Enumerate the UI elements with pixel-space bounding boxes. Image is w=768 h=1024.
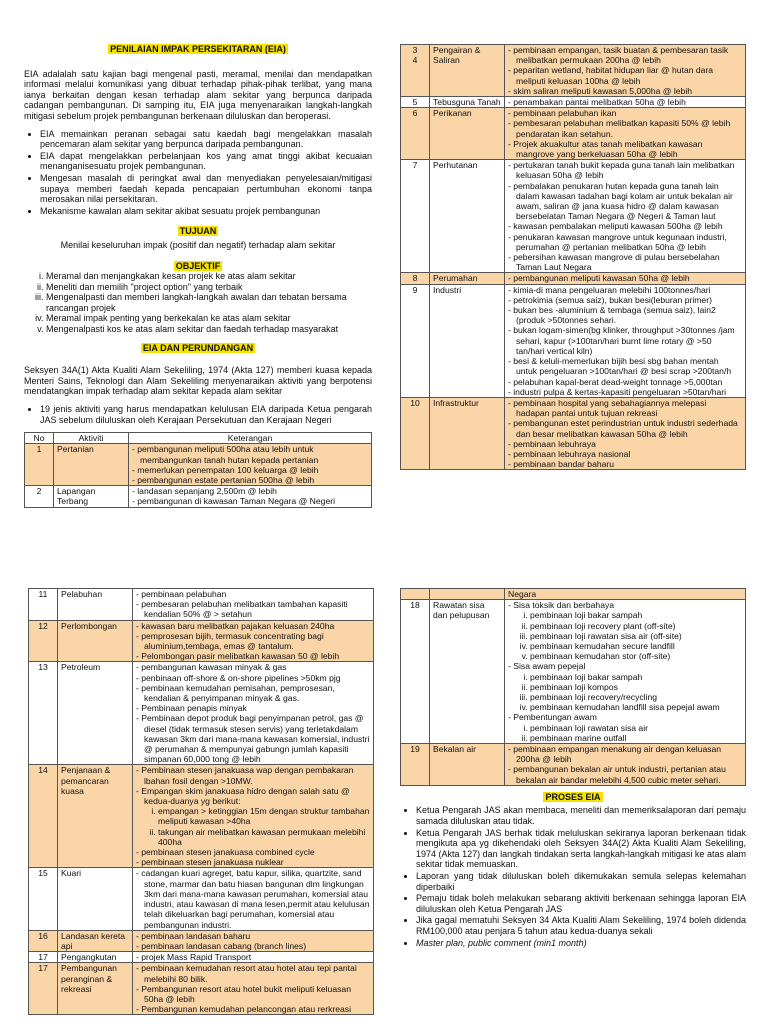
- row-item: - pembangunan di kawasan Taman Negara @ Negeri: [132, 496, 368, 506]
- table-row: [401, 97, 746, 108]
- table-row: [401, 108, 746, 160]
- list-item: • 19 jenis aktiviti yang harus mendapatkan kelulusan EIA daripada Ketua pengarah JAS sebelum diluluskan oleh Kerajaan Persekutuan dan Kerajaan Negeri: [40, 404, 372, 425]
- list-item: v. Mengenalpasti kos ke atas alam sekitar dan faedah terhadap masyarakat: [46, 324, 372, 335]
- row-item: - landasan sepanjang 2,500m @ lebih: [132, 486, 368, 496]
- row-no: 17: [29, 963, 58, 1015]
- row-aktiviti: Pertanian: [54, 444, 129, 486]
- row-no: 5: [401, 97, 430, 108]
- list-item: iii. Mengenalpasti dan memberi langkah-langkah awalan dan tebatan bersama rancangan projek: [46, 292, 372, 313]
- row-item: - penukaran kawasan mangrove untuk kegunaan industri, perumahan @ pertanian melibatkan 50ha @ lebih: [508, 232, 742, 252]
- panel-intro: [24, 44, 372, 514]
- table-row: [29, 868, 374, 930]
- row-item: - pembinaan bandar baharu: [508, 459, 742, 469]
- row-item: - pembangunan meliputi kawasan 50ha @ lebih: [508, 273, 742, 283]
- row-item: - pelabuhan kapal-berat dead-weight tonnage >5,000tan: [508, 377, 742, 387]
- list-item: i. Meramal dan menjangkakan kesan projek ke atas alam sekitar: [46, 271, 372, 282]
- row-item: - industri pulpa & kertas-kapasiti pengeluaran >50tan/hari: [508, 387, 742, 397]
- row-no: 13: [29, 662, 58, 765]
- row-item: - penbinaan off-shore & on-shore pipelines >50km pjg: [136, 673, 370, 683]
- row-item: - Pelombongan pasir melibatkan kawasan 50 @ lebih: [136, 651, 370, 661]
- table-row: [401, 744, 746, 786]
- row-item: - pembangunan bekalan air untuk industri, pertanian atau bekalan air bandar melebihi 4,500 cubic meter sehari.: [508, 764, 742, 784]
- row-item: - pebersihan kawasan mangrove di pulau bersebelahan Taman Laut Negara: [508, 252, 742, 272]
- row-item: - pembangunan kawasan minyak & gas: [136, 662, 370, 672]
- activity-table-3: [28, 588, 374, 1015]
- row-item: - Empangan skim janakuasa hidro dengan salah satu @ kedua-duanya yg berikut:: [136, 786, 370, 806]
- table-row: [401, 397, 746, 469]
- row-item: - pertukaran tanah bukit kepada guna tanah lain melibatkan keluasan 50ha @ lebih: [508, 160, 742, 180]
- row-subitem: ii. takungan air melibatkan kawasan permukaan melebihi 400ha: [158, 827, 370, 847]
- row-item: - bukan bes -aluminium & tembaga (semua saiz), lain2 (produk >50tonnes sehari.: [508, 305, 742, 325]
- list-item: • Pemaju tidak boleh melakukan sebarang aktiviti berkenaan sehingga laporan EIA diluluskan oleh Ketua Pengarah JAS: [416, 893, 746, 914]
- row-item: - kawasan pembalakan meliputi kawasan 500ha @ lebih: [508, 221, 742, 231]
- row-group: - Sisa awam pepejal: [508, 661, 742, 671]
- row-item: - pembinaan pelabuhan ikan: [508, 108, 742, 118]
- table-row: [29, 930, 374, 951]
- row-aktiviti: Kuari: [58, 868, 133, 930]
- panel-activities-3-10: [400, 44, 746, 514]
- row-no: 11: [29, 589, 58, 621]
- row-aktiviti: Rawatan sisa dan pelupusan: [430, 600, 505, 744]
- row-aktiviti: Bekalan air: [430, 744, 505, 786]
- row-subitem: ii. pembinaan marine outfall: [530, 733, 742, 743]
- panel-activities-18-19: [400, 588, 746, 1024]
- intro-paragraph: EIA adalalah satu kajian bagi mengenal pasti, meramal, menilai dan mendapatkan informasi melalui komunikasi yang dibuat terhadap pihak-pihak terlibat, yang mana ianya berkaitan dengan kesan terhadap alam sekitar yang berpunca daripada cadangan pembangunan. Di samping itu, EIA juga menyenaraikan langkah-langkah mitigasi sebelum projek pembangunan berkenaan diluluskan dan beroperasi.: [24, 68, 372, 121]
- row-item: - besi & keluli-memerlukan bijih besi sbg bahan mentah untuk pengeluaran >100tan/hari @ besi scrap >200tan/h: [508, 356, 742, 376]
- row-aktiviti: Pembangunan peranginan & rekreasi: [58, 963, 133, 1015]
- row-item: - pembinaan lebuhraya nasional: [508, 449, 742, 459]
- row-aktiviti: Industri: [430, 284, 505, 397]
- row-item: - Pembangunan kemudahan pelancongan atau rerkreasi: [136, 1004, 370, 1014]
- row-group: - Sisa toksik dan berbahaya: [508, 600, 742, 610]
- row-item: - pembinaan hospital yang sebahagiannya melepasi hadapan pantai untuk tujuan rekreasi: [508, 398, 742, 418]
- row-no: 9: [401, 284, 430, 397]
- list-item: • Ketua Pengarah JAS berhak tidak meluluskan sekiranya laporan berkenaan tidak mengikuta apa yg dikehendaki oleh Seksyen 34A(2) Akta Kualiti Alam Sekeliling, 1974 (Akta 127) dan langkah tindakan serta langkah-langkah mitigasi ke atas alam sekitar tidak memuaskan.: [416, 828, 746, 870]
- row-no: 18: [401, 600, 430, 744]
- row-item: - pembangunan estet perindustrian untuk industri sederhada dan besar melibatkan kawasan 50ha @ lebih: [508, 418, 742, 438]
- row-no: 17: [29, 952, 58, 963]
- row-item: - pembinaan pelabuhan: [136, 589, 370, 599]
- row-subitem: v. pembinaan kemudahan stor (off-site): [530, 651, 742, 661]
- row-no: 19: [401, 744, 430, 786]
- row-item: - pemprosesan bijih, termasuk concentrating bagi aluminium,tembaga, emas @ tantalum.: [136, 631, 370, 651]
- list-item: • Mengesan masalah di peringkat awal dan menyediakan penyelesaian/mitigasi supaya memberi faedah kepada pencapaian pertumbuhan ekonomi tanpa merosakan nilai persekitaran.: [40, 173, 372, 205]
- row-item: - pembinaan empangan, tasik buatan & pembesaran tasik melibatkan permukaan 200ha @ lebih: [508, 45, 742, 65]
- list-item: iv. Meramal impak penting yang berkekalan ke atas alam sekitar: [46, 313, 372, 324]
- col-header-no: No: [25, 433, 54, 444]
- row-aktiviti: Tebusguna Tanah: [430, 97, 505, 108]
- row-aktiviti: Perhutanan: [430, 160, 505, 273]
- row-subitem: iii. pembinaan loji rawatan sisa air (off-site): [530, 631, 742, 641]
- row-continuation: Negara: [505, 589, 746, 600]
- row-no: 7: [401, 160, 430, 273]
- row-item: - penambakan pantai melibatkan 50ha @ lebih: [508, 97, 742, 107]
- row-aktiviti: Petroleum: [58, 662, 133, 765]
- page-title: PENILAIAN IMPAK PERSEKITARAN (EIA): [110, 44, 286, 54]
- row-aktiviti: Pengairan & Saliran: [430, 45, 505, 97]
- row-aktiviti: Penjanaan & pemancaran kuasa: [58, 765, 133, 868]
- table-row: [401, 160, 746, 273]
- row-no: 14: [29, 765, 58, 868]
- list-item: • Laporan yang tidak diluluskan boleh dikemukakan semula selepas kelemahan diperbaiki: [416, 871, 746, 892]
- list-item: • Master plan, public comment (min1 month): [416, 938, 746, 949]
- row-item: - Pembinaan stesen janakuasa wap dengan pembakaran lbahan fosil dengan >10MW.: [136, 765, 370, 785]
- objektif-heading: OBJEKTIF: [175, 260, 221, 271]
- row-no: 12: [29, 620, 58, 662]
- row-item: - peparitan wetland, habitat hidupan liar @ hutan dara meliputi keluasan 100ha @ lebih: [508, 65, 742, 85]
- row-item: - pembinaan kemudahan resort atau hotel atau tepi pantai melebihi 80 bilik.: [136, 963, 370, 983]
- row-subitem: ii. pembinaan loji recovery plant (off-site): [530, 621, 742, 631]
- table-row: [25, 444, 372, 486]
- row-item: - pembinaan stesen janakuasa combined cycle: [136, 847, 370, 857]
- row-item: - pembangunan meliputi 500ha atau lebih untuk membangunkan tanah hutan kepada pertanian: [132, 444, 368, 464]
- row-subitem: ii. pembinaan loji kompos: [530, 682, 742, 692]
- table-row: [29, 589, 374, 621]
- row-group: - Pembentungan awam: [508, 712, 742, 722]
- row-item: - pembesaran pelabuhan melibatkan tambahan kapasiti kendalian 50% @ > setahun: [136, 599, 370, 619]
- row-aktiviti: Pengangkutan: [58, 952, 133, 963]
- row-item: - pembesaran pelabuhan melibatkan kapasiti 50% @ lebih pendaratan ikan setahun.: [508, 118, 742, 138]
- row-item: - pembinaan landasan baharu: [136, 931, 370, 941]
- panel-activities-11-17: [28, 588, 374, 1024]
- perundangan-list: [24, 404, 372, 425]
- row-aktiviti: Perikanan: [430, 108, 505, 160]
- row-item: - memerlukan penempatan 100 keluarga @ lebih: [132, 465, 368, 475]
- row-subitem: i. empangan > ketinggian 15m dengan struktur tambahan meliputi kawasan >40ha: [158, 806, 370, 826]
- row-item: - Pembangunan resort atau hotel bukit meliputi keluasan 50ha @ lebih: [136, 984, 370, 1004]
- row-no: 3 4: [401, 45, 430, 97]
- list-item: • EIA dapat mengelakkan perbelanjaan kos yang amat tinggi akibat kecuaian menanganisesuatu projek pembangunan.: [40, 151, 372, 172]
- list-item: ii. Meneliti dan memilih "project option" yang terbaik: [46, 282, 372, 293]
- activity-table-4: [400, 588, 746, 786]
- col-header-keterangan: Keterangan: [129, 433, 372, 444]
- row-item: - cadangan kuari agreget, batu kapur, silika, quartzite, sand stone, marmar dan batu hiasan bangunan dlm lingkungan 3km dari mana-mana kawasan perumahan, komersial atau industri, atau kawasan di mana lesen,permit atau kelulusan telah dikeluarkan bagi perumahan, komersial atau pembangunan industri.: [136, 868, 370, 929]
- row-item: - pembinaan lebuhraya: [508, 439, 742, 449]
- row-item: - Pembinaan depot produk bagi penyimpanan petrol, gas @ diesel (tidak termasuk stesen servis) yang terletakdalam kawasan 3km dari mana-mana kawasan komersial, industri @ perumahan & mempunyai gabungn jumlah kapasiti simpanan 60,000 tong @ lebih: [136, 713, 370, 764]
- row-no: 1: [25, 444, 54, 486]
- row-item: - skim saliran meliputi kawasan 5,000ha @ lebih: [508, 86, 742, 96]
- row-subitem: iv. pembinaan kemudahan landfill sisa pepejal awam: [530, 702, 742, 712]
- table-row: [401, 273, 746, 284]
- list-item: • Jika gagal mematuhi Seksyen 34 Akta Kualiti Alam Sekeliling, 1974 boleh didenda RM100,000 atau penjara 5 tahun atau kedua-duanya sekali: [416, 915, 746, 936]
- proses-list: [400, 805, 746, 948]
- table-row: [25, 486, 372, 507]
- perundangan-text: Seksyen 34A(1) Akta Kualiti Alam Sekeliling, 1974 (Akta 127) memberi kuasa kepada Menteri Sains, Teknologi dan Alam Sekeliling menyenaraikan aktiviti yang berpotensi mendatangkan impak terhadap alam sekitar kepada alam sekitar: [24, 365, 372, 397]
- table-row: [401, 45, 746, 97]
- row-item: - kimia-di mana pengeluaran melebihi 100tonnes/hari: [508, 285, 742, 295]
- row-aktiviti: Perlombongan: [58, 620, 133, 662]
- row-item: - Pembinaan penapis minyak: [136, 703, 370, 713]
- row-item: - petrokimia (semua saiz), bukan besi(leburan primer): [508, 295, 742, 305]
- row-subitem: i. pembinaan loji rawatan sisa air: [530, 723, 742, 733]
- row-no: 16: [29, 930, 58, 951]
- table-row: [29, 662, 374, 765]
- row-subitem: i. pembinaan loji bakar sampah: [530, 610, 742, 620]
- benefit-list: [24, 129, 372, 217]
- row-item: - pembalakan penukaran hutan kepada guna tanah lain dalam kawasan tadahan bagi kolam air untuk bekalan air awam, saliran @ jana kuasa hidro @ dalam kawasan bersebelatan Taman Negara @ Negeri & Taman laut: [508, 181, 742, 222]
- row-subitem: iii. pembinaan loji recovery/recycling: [530, 692, 742, 702]
- row-aktiviti: Perumahan: [430, 273, 505, 284]
- list-item: • EIA memainkan peranan sebagai satu kaedah bagi mengelakkan masalah pencemaran alam sekitar yang berpunca daripada pembangunan.: [40, 129, 372, 150]
- tujuan-heading: TUJUAN: [179, 226, 217, 237]
- row-aktiviti: Pelabuhan: [58, 589, 133, 621]
- list-item: • Mekanisme kawalan alam sekitar akibat sesuatu projek pembangunan: [40, 206, 372, 217]
- row-no: 15: [29, 868, 58, 930]
- proses-heading: PROSES EIA: [545, 791, 601, 802]
- row-no: 10: [401, 397, 430, 469]
- table-row: [401, 600, 746, 744]
- row-subitem: i. pembinaan loji bakar sampah: [530, 672, 742, 682]
- objektif-list: [24, 271, 372, 335]
- perundangan-heading: EIA DAN PERUNDANGAN: [142, 342, 254, 353]
- table-row: [29, 620, 374, 662]
- table-row: [29, 765, 374, 868]
- col-header-aktiviti: Aktiviti: [54, 433, 129, 444]
- table-row: [29, 952, 374, 963]
- row-no: 2: [25, 486, 54, 507]
- row-no: 6: [401, 108, 430, 160]
- table-row: [29, 963, 374, 1015]
- row-item: - pembinaan landasan cabang (branch lines): [136, 941, 370, 951]
- row-item: - pembinaan empangan menakung air dengan keluasan 200ha @ lebih: [508, 744, 742, 764]
- row-item: - kawasan baru melibatkan pajakan keluasan 240ha: [136, 621, 370, 631]
- row-item: - pembinaan kemudahan pemisahan, pemprosesan, kendalian & penyimpanan minyak & gas.: [136, 683, 370, 703]
- row-subitem: iv. pembinaan kemudahan secure landfill: [530, 641, 742, 651]
- table-row: [401, 284, 746, 397]
- table-row: [401, 589, 746, 600]
- row-item: - Projek akuakultur atas tanah melibatkan kawasan mangrove yang berkeluasan 50ha @ lebih: [508, 139, 742, 159]
- tujuan-text: Menilai keseluruhan impak (positif dan negatif) terhadap alam sekitar: [60, 239, 336, 250]
- row-aktiviti: Infrastruktur: [430, 397, 505, 469]
- row-aktiviti: Lapangan Terbang: [54, 486, 129, 507]
- row-item: - projek Mass Rapid Transport: [136, 952, 370, 962]
- list-item: • Ketua Pengarah JAS akan membaca, meneliti dan memeriksalaporan dari pemaju samada diluluskan atau tidak.: [416, 805, 746, 826]
- row-no: 8: [401, 273, 430, 284]
- activity-table-2: [400, 44, 746, 470]
- row-aktiviti: Landasan kereta api: [58, 930, 133, 951]
- row-item: - bukan logam-simen(bg klinker, throughput >30tonnes /jam sehari, kapur (>100tan/hari burnt lime rotary @ >50 tan/hari vertical kiln): [508, 325, 742, 356]
- activity-table-1: [24, 432, 372, 507]
- row-item: - pembinaan stesen janakuasa nuklear: [136, 857, 370, 867]
- row-item: - pembangunan estate pertanian 500ha @ lebih: [132, 475, 368, 485]
